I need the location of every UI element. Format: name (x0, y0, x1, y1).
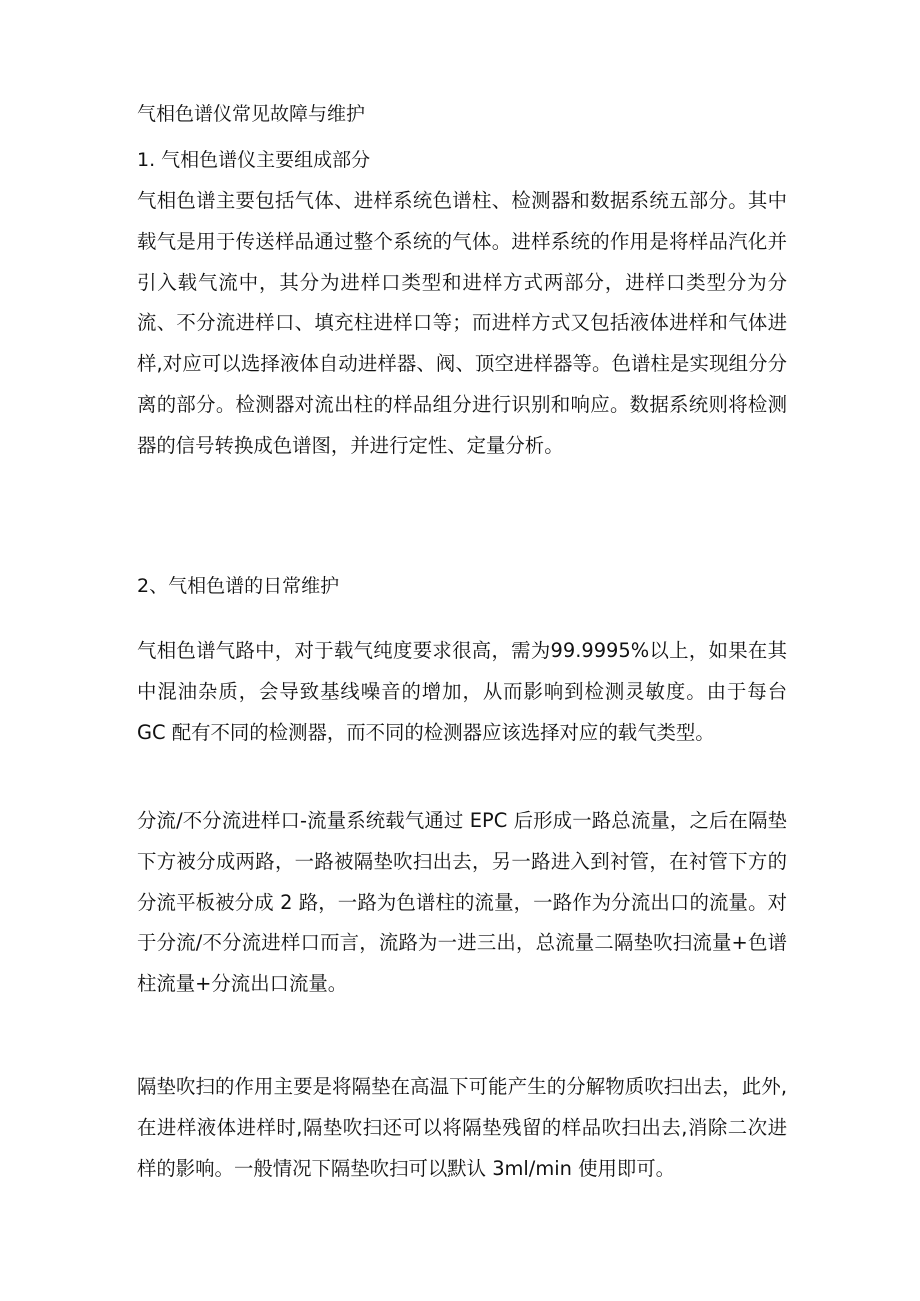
document-title: 气相色谱仪常见故障与维护 (137, 103, 366, 125)
carrier-gas-paragraph: 气相色谱气路中，对于载气纯度要求很高，需为99.9995%以上，如果在其中混油杂质，会导致基线噪音的增加，从而影响到检测灵敏度。由于每台 GC 配有不同的检测器，而不同的检测器应该选择对应的载气类型。 (137, 639, 787, 744)
section-1-heading: 1. 气相色谱仪主要组成部分 (137, 149, 371, 171)
split-inlet-paragraph: 分流/不分流进样口-流量系统载气通过 EPC 后形成一路总流量，之后在隔垫下方被分成两路，一路被隔垫吹扫出去，另一路进入到衬管，在衬管下方的分流平板被分成 2 路，一路为色谱柱的流量，一路作为分流出口的流量。对于分流/不分流进样口而言，流路为一进三出，总流量二隔垫吹扫流量+色谱柱流量+分流出口流量。 (137, 809, 787, 996)
section-2-heading: 2、气相色谱的日常维护 (137, 575, 340, 597)
septum-purge-paragraph: 隔垫吹扫的作用主要是将隔垫在高温下可能产生的分解物质吹扫出去，此外,在进样液体进样时,隔垫吹扫还可以将隔垫残留的样品吹扫出去,消除二次进样的影响。一般情况下隔垫吹扫可以默认 3ml/min 使用即可。 (137, 1075, 787, 1180)
section-1-paragraph: 气相色谱主要包括气体、进样系统色谱柱、检测器和数据系统五部分。其中载气是用于传送样品通过整个系统的气体。进样系统的作用是将样品汽化并引入载气流中，其分为进样口类型和进样方式两部分，进样口类型分为分流、不分流进样口、填充柱进样口等；而进样方式又包括液体进样和气体进样,对应可以选择液体自动进样器、阀、顶空进样器等。色谱柱是实现组分分离的部分。检测器对流出柱的样品组分进行识别和响应。数据系统则将检测器的信号转换成色谱图，并进行定性、定量分析。 (137, 189, 787, 457)
